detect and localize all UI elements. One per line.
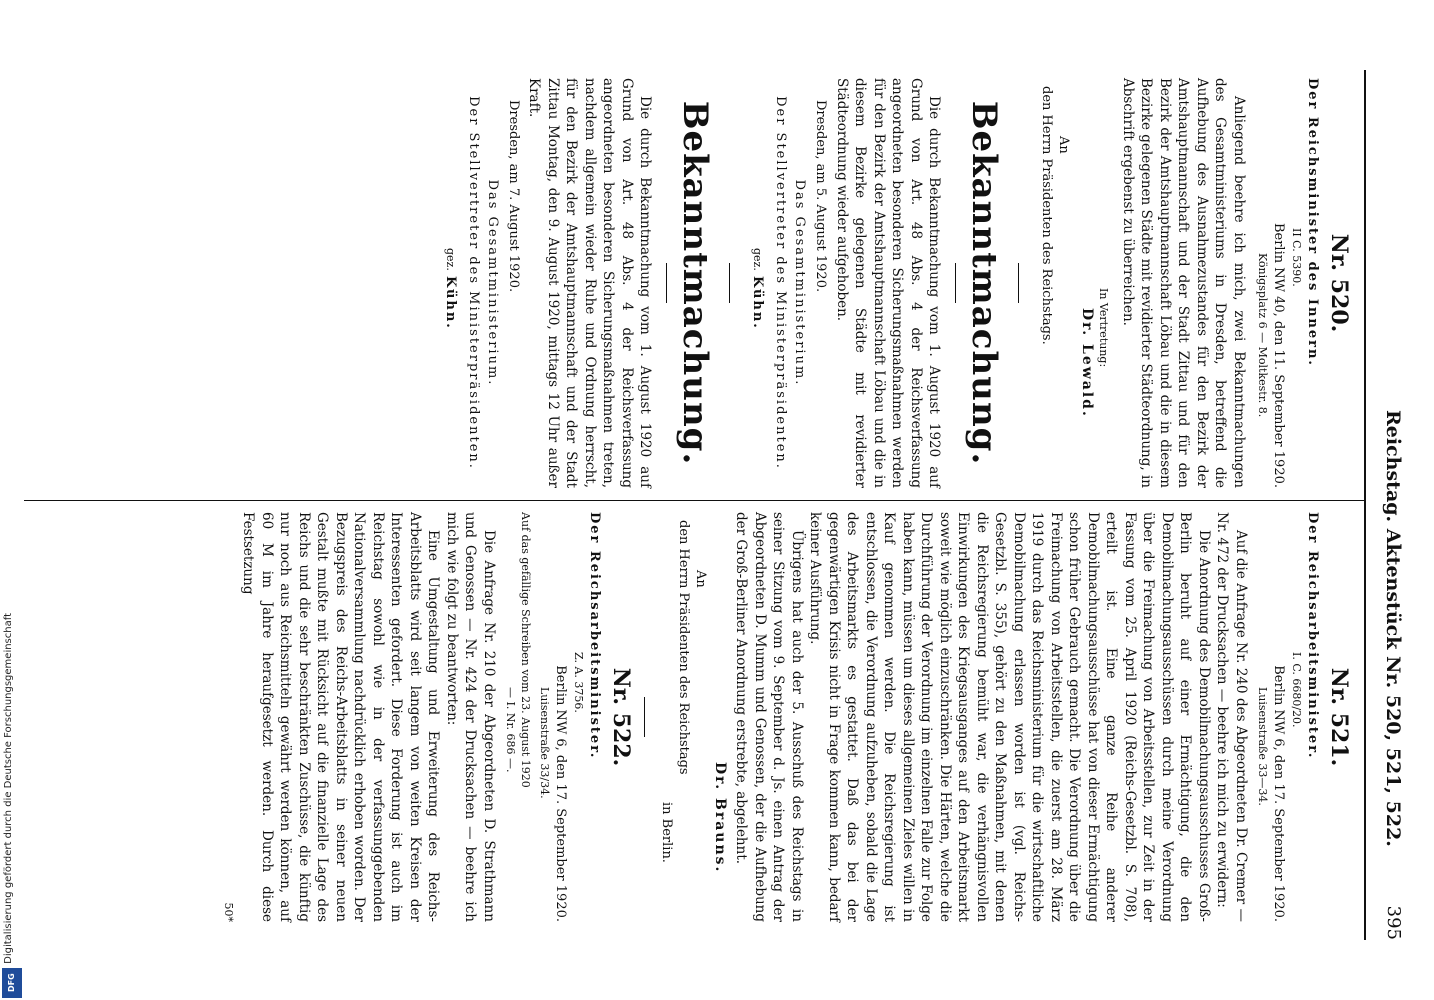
separator (1019, 263, 1020, 303)
doc521-sender: Der Reichsarbeitsminister. (1305, 512, 1320, 760)
doc521-file-ref: I. C. 6680/20. (1290, 652, 1303, 728)
running-header (1374, 70, 1404, 940)
doc521-an: An (693, 570, 708, 588)
notice2-signature-prefix: gez. (444, 248, 457, 271)
doc521-addressee: den Herrn Präsidenten des Reichstags (676, 520, 691, 775)
doc522-para1: Die Anfrage Nr. 210 der Abgeordneten D. Strathmann und Genossen — Nr. 424 der Drucksachen — beehre ich mich wie folgt zu beantworten: (444, 512, 497, 922)
doc521-para2: Die Anordnung des Demobilmachungsausschusses Groß-Berlin beruht auf einer Ermächtigung, die den Demobilmachungsausschüssen durch meine Verordnung über die Freimachung von Arbeitsstellen, zur Zeit in der Fassung vom 25. April 1920 (Reichs-Gesetzbl. S. 708), erteilt ist. Eine ganze Reihe anderer Demobilmachungsausschüsse hat von dieser Ermächtigung schon früher Gebrauch gemacht. Die Verordnung über die Freimachung von Arbeitsstellen, die zuerst am 28. März 1919 durch das Reichsministerium für die wirtschaftliche Demobilmachung erlassen worden ist (vgl. Reichs-Gesetzbl. S. 355), gehört zu den Maßnahmen, mit denen die Reichsregierung bemüht war, die verhängnisvollen Einwirkungen des Kriegsausganges auf den Arbeitsmarkt soweit wie möglich einzuschränken. Die Härten, welche die Durchführung der Verordnung im einzelnen Falle zur Folge haben kann, müssen um dieses allgemeinen Zieles willen in Kauf genommen werden. Die Reichsregierung ist entschlossen, die Verordnung aufzuheben, sobald die Lage des Arbeitsmarkts es gestattet. Daß das bei der gegenwärtigen Krisis nicht in Frage kommen kann, bedarf keiner Ausführung. (807, 512, 1212, 922)
notice1-signature-line (751, 248, 770, 488)
doc521-signature: Dr. Brauns. (712, 762, 728, 874)
doc522-sender: Der Reichsarbeitsminister. (587, 512, 602, 760)
notice1-heading: Bekanntmachung. (964, 100, 1005, 466)
doc522-para2: Eine Umgestaltung und Erweiterung des Reichs-Arbeitsblatts wird seit langem von weiten Kreisen der Interessenten gefordert. Diese Forderung ist auch im Reichstag sowohl wie in der verfassunggebenden Nationalversammlung nachdrücklich erhoben worden. Der Bezugspreis des Reichs-Arbeitsblatts in seiner neuen Gestalt mußte mit Rücksicht auf die finanzielle Lage des Reichs und die sehr beschränkten Zuschüsse, die künftig nur noch aus Reichsmitteln gewährt werden können, auf 60 M im Jahre heraufgesetzt werden. Durch diese Festsetzung (240, 512, 442, 922)
notice2-issuer: Das Gesamtministerium. (485, 179, 500, 387)
doc522-place-date: Berlin NW 6, den 17. September 1920. (553, 665, 568, 922)
doc520-address: Königsplatz 6 — Moltkestr. 8. (1256, 253, 1269, 418)
doc520-file-ref: II C. 5390. (1290, 228, 1303, 287)
notice2-heading: Bekanntmachung. (675, 100, 716, 466)
doc520-number: Nr. 520. (1326, 233, 1352, 333)
separator (956, 263, 957, 303)
doc522-number: Nr. 522. (608, 667, 634, 767)
notice1-issuer: Das Gesamtministerium. (792, 179, 808, 387)
doc521-para3: Übrigens hat auch der 5. Ausschuß des Reichstags in seiner Sitzung vom 9. September d. Js. einen Antrag der Abgeordneten D. Mumm und Genossen, der die Aufhebung der Groß-Berliner Anordnung erstrebte, abgelehnt. (733, 512, 805, 922)
right-column (222, 512, 1356, 922)
doc520-sender: Der Reichsminister des Innern. (1305, 78, 1320, 367)
notice2-issuer-role: Der Stellvertreter des Ministerpräsidenten. (466, 96, 481, 470)
credit-text: Digitalisierung gefördert durch die Deutsche Forschungsgemeinschaft (3, 613, 14, 964)
doc520-sign-prefix: In Vertretung: (1097, 288, 1111, 368)
notice2-signature-line (443, 248, 462, 488)
doc522-ref-note: Auf das gefällige Schreiben vom 23. August 1920 (519, 512, 532, 788)
doc522-ref-note2: — I. Nr. 686 —. (504, 687, 517, 773)
page-number: 395 (1383, 905, 1404, 940)
notice1-place-date: Dresden, am 5. August 1920. (813, 100, 829, 293)
separator (667, 263, 668, 303)
doc521-addressee-place: in Berlin. (659, 802, 674, 863)
doc521-place-date: Berlin NW 6, den 17. September 1920. (1271, 665, 1286, 922)
notice1-body: Die durch Bekanntmachung vom 1. August 1920 auf Grund von Art. 48 Abs. 4 der Reichsverfassung angeordneten besonderen Sicherungsmaßnahmen werden für den Bezirk der Amtshauptmannschaft Löbau und die in diesem Bezirke gelegenen Städte mit revidierter Städteordnung wieder aufgehoben. (834, 78, 943, 488)
doc521-para1: Auf die Anfrage Nr. 240 des Abgeordneten Dr. Cremer — Nr. 472 der Drucksachen — beehre ich mich zu erwidern: (1214, 512, 1249, 922)
notice1-issuer-role: Der Stellvertreter des Ministerpräsidenten. (773, 96, 789, 470)
header-rule (1364, 70, 1366, 940)
doc520-signature: Dr. Lewald. (1079, 308, 1096, 418)
doc520-addressee: den Herrn Präsidenten des Reichstags. (1039, 86, 1055, 345)
notice1-signature: Kühn. (750, 275, 766, 330)
left-column (443, 78, 1356, 488)
notice1-signature-prefix: gez. (751, 248, 765, 271)
doc521-number: Nr. 521. (1326, 667, 1352, 767)
doc521-address: Luisenstraße 33—34. (1256, 687, 1269, 806)
dfg-logo: DFG (2, 968, 22, 998)
doc522-address: Luisenstraße 33/34. (538, 687, 551, 799)
column-divider (24, 500, 1364, 501)
notice2-body: Die durch Bekanntmachung vom 1. August 1920 auf Grund von Art. 48 Abs. 4 der Reichsverfassung angeordneten besonderen Sicherungsmaßnahmen treten, nachdem allgemein wieder Ruhe und Ordnung herrscht, für den Bezirk der Amtshauptmannschaft und der Stadt Zittau Montag, den 9. August 1920, mittags 12 Uhr außer Kraft. (526, 78, 654, 488)
running-title: Reichstag. Aktenstück Nr. 520, 521, 522. (1382, 410, 1404, 847)
digitization-credit (0, 0, 28, 1000)
notice2-place-date: Dresden, am 7. August 1920. (506, 100, 521, 293)
separator (730, 263, 731, 303)
doc520-an: An (1056, 136, 1072, 154)
doc522-signature-mark: 50* (222, 902, 235, 922)
doc522-file-ref: Z. A. 3756. (572, 652, 585, 713)
notice2-signature: Kühn. (443, 275, 458, 330)
doc520-place-date: Berlin NW 40, den 11. September 1920. (1271, 222, 1286, 488)
separator (644, 697, 645, 737)
doc520-body: Anliegend beehre ich mich, zwei Bekanntmachungen des Gesamtministeriums in Dresden, betreffend die Aufhebung des Ausnahmezustandes für den Bezirk der Amtshauptmannschaft und der Stadt Zittau und für den Bezirk der Amtshauptmannschaft Löbau und die in diesem Bezirke gelegenen Städte mit revidierter Städteordnung, in Abschrift ergebenst zu überreichen. (1120, 78, 1247, 488)
